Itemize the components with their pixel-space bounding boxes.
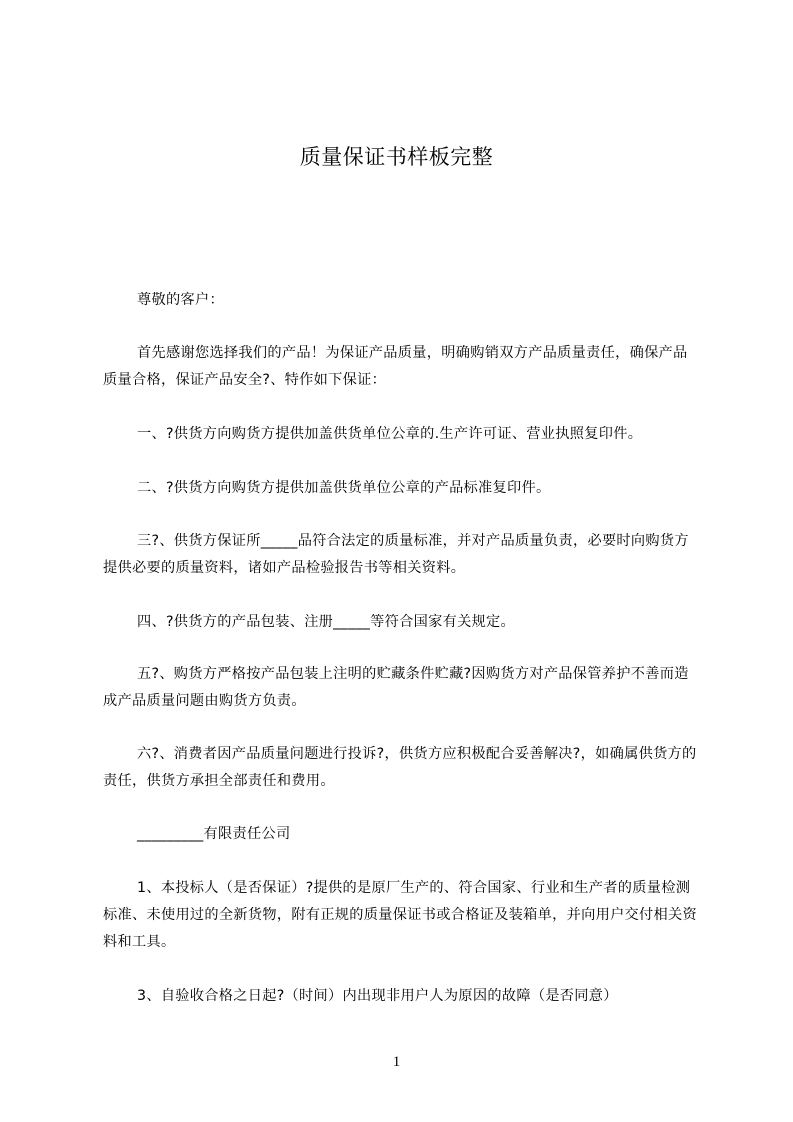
clause-three: 三?、供货方保证所_____品符合法定的质量标准，并对产品质量负责，必要时向购货方提供必要的质量资料，诸如产品检验报告书等相关资料。 (103, 533, 689, 576)
intro-paragraph: 首先感谢您选择我们的产品！为保证产品质量，明确购销双方产品质量责任，确保产品质量合格，保证产品安全?、特作如下保证： (103, 345, 688, 388)
clause-one: 一、?供货方向购货方提供加盖供货单位公章的.生产许可证、营业执照复印件。 (137, 426, 643, 442)
clause-two: 二、?供货方向购货方提供加盖供货单位公章的产品标准复印件。 (137, 480, 551, 496)
company-signature: _________有限责任公司 (137, 826, 291, 842)
clause-six: 六?、消费者因产品质量问题进行投诉?，供货方应积极配合妥善解决?，如确属供货方的责任，供货方承担全部责任和费用。 (103, 746, 697, 789)
salutation: 尊敬的客户： (137, 292, 224, 308)
clause-four: 四、?供货方的产品包装、注册_____等符合国家有关规定。 (137, 614, 516, 630)
clause-five: 五?、购货方严格按产品包装上注明的贮藏条件贮藏?因购货方对产品保管养护不善而造成产品质量问题由购货方负责。 (103, 666, 689, 709)
bidder-item-three: 3、自验收合格之日起?（时间）内出现非用户人为原因的故障（是否同意） (137, 988, 618, 1004)
document-title: 质量保证书样板完整 (299, 145, 494, 169)
bidder-item-one: 1、本投标人（是否保证）?提供的是原厂生产的、符合国家、行业和生产者的质量检测标准、未使用过的全新货物，附有正规的质量保证书或合格证及装箱单，并向用户交付相关资料和工具。 (103, 880, 697, 950)
page-number: 1 (392, 1054, 401, 1070)
